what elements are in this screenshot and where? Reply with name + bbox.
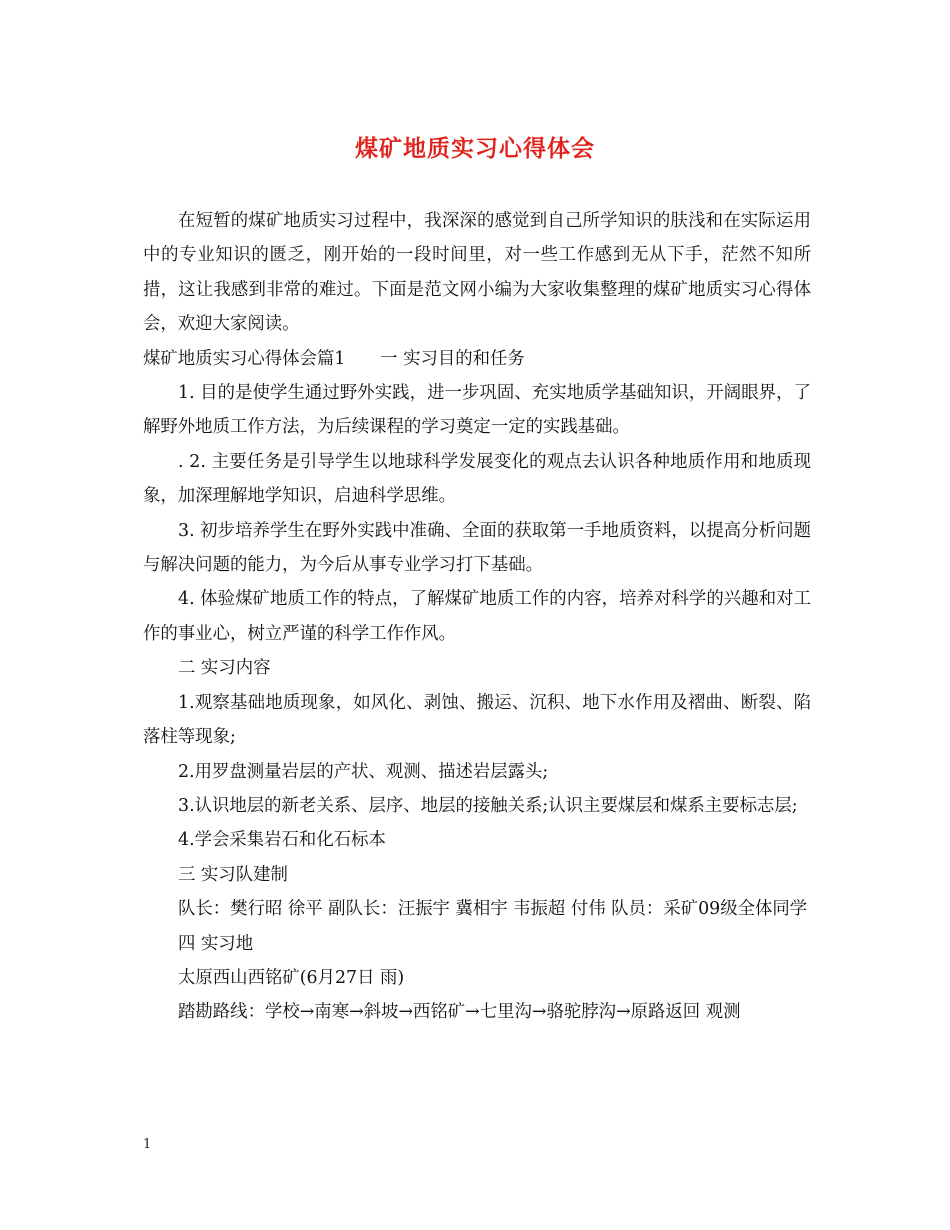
paragraph-content-1: 1.观察基础地质现象，如风化、剥蚀、搬运、沉积、地下水作用及褶曲、断裂、陷落柱等现象; (143, 692, 811, 748)
document-title: 煤矿地质实习心得体会 (355, 135, 595, 162)
paragraph-location: 太原西山西铭矿(6月27日 雨) (178, 967, 405, 988)
paragraph-goal-2: . 2. 主要任务是引导学生以地球科学发展变化的观点去认识各种地质作用和地质现象，加深理解地学知识，启迪科学思维。 (143, 451, 811, 507)
paragraph-goal-4: 4. 体验煤矿地质工作的特点，了解煤矿地质工作的内容，培养对科学的兴趣和对工作的事业心，树立严谨的科学工作作风。 (143, 589, 811, 644)
paragraph-content-2: 2.用罗盘测量岩层的产状、观测、描述岩层露头; (178, 761, 549, 782)
document-body (143, 204, 811, 1030)
paragraph-route: 踏勘路线：学校→南寒→斜坡→西铭矿→七里沟→骆驼脖沟→原路返回 观测 (178, 1002, 741, 1023)
paragraph-goal-1: 1. 目的是使学生通过野外实践，进一步巩固、充实地质学基础知识，开阔眼界，了解野外地质工作方法，为后续课程的学习奠定一定的实践基础。 (143, 383, 811, 438)
paragraph-content-3: 3.认识地层的新老关系、层序、地层的接触关系;认识主要煤层和煤系主要标志层; (178, 795, 798, 816)
section-heading-team: 三 实习队建制 (178, 864, 288, 885)
paragraph-content-4: 4.学会采集岩石和化石标本 (178, 830, 386, 851)
paragraph-intro: 在短暂的煤矿地质实习过程中，我深深的感觉到自己所学知识的肤浅和在实际运用中的专业知识的匮乏，刚开始的一段时间里，对一些工作感到无从下手，茫然不知所措，这让我感到非常的难过。下面是范文网小编为大家收集整理的煤矿地质实习心得体会，欢迎大家阅读。 (143, 211, 811, 335)
page-number: 1 (143, 1137, 152, 1152)
section-heading-content: 二 实习内容 (178, 658, 271, 679)
section-heading-location: 四 实习地 (178, 933, 254, 954)
paragraph-team-members: 队长：樊行昭 徐平 副队长：汪振宇 冀相宇 韦振超 付伟 队员：采矿09级全体同学 (178, 899, 808, 920)
section-heading-part1: 煤矿地质实习心得体会篇1 一 实习目的和任务 (143, 348, 525, 369)
paragraph-goal-3: 3. 初步培养学生在野外实践中准确、全面的获取第一手地质资料，以提高分析问题与解决问题的能力，为今后从事专业学习打下基础。 (143, 520, 811, 576)
